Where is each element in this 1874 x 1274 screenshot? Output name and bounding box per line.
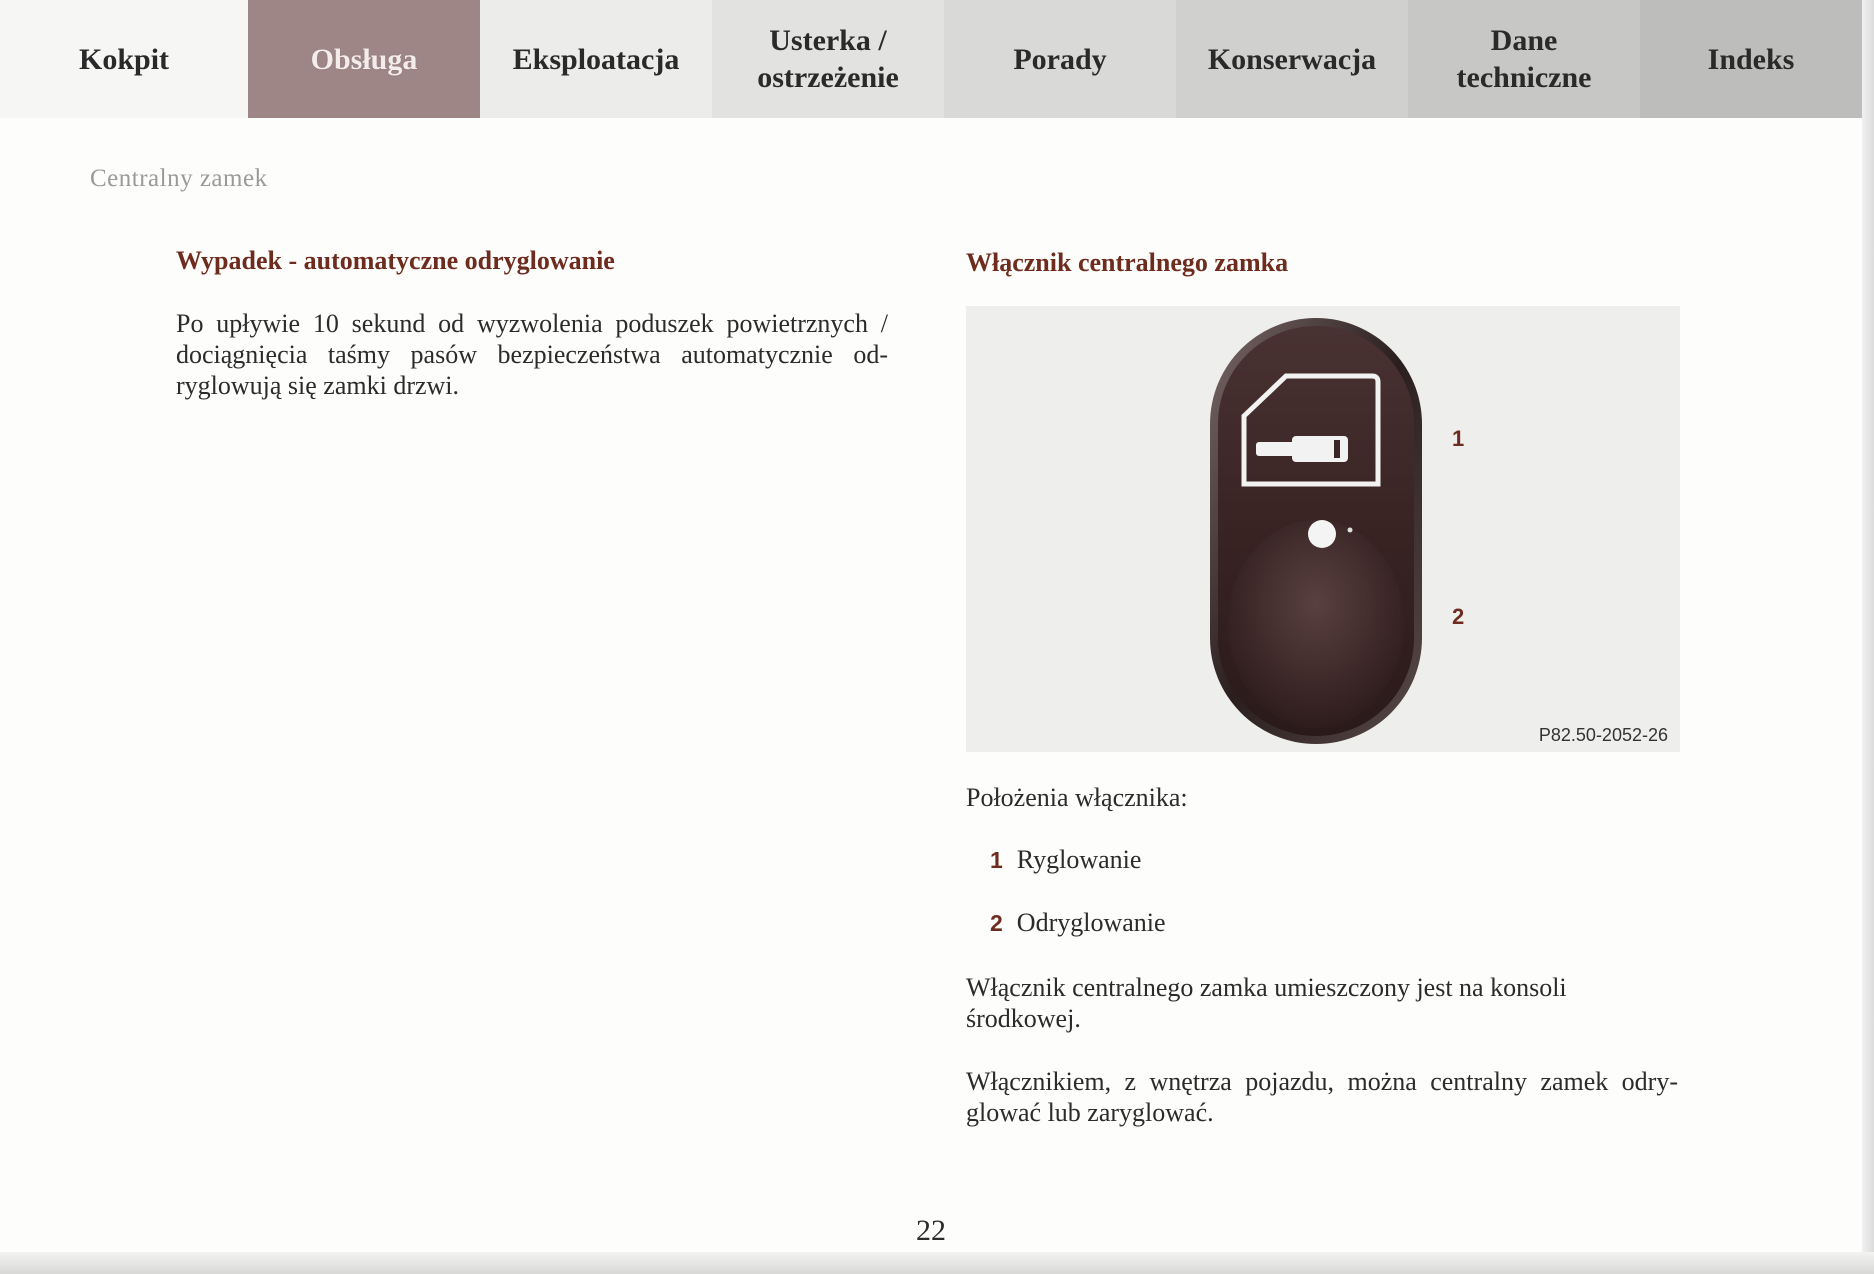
tab-label: Indeks	[1707, 42, 1795, 76]
section-title: Centralny zamek	[90, 165, 268, 192]
paragraph-usage: Włącznikiem, z wnętrza pojazdu, można centralny zamek odry-glować lub zaryglować.	[966, 1067, 1678, 1127]
tab-label: Obsługa	[310, 42, 418, 76]
list-item	[990, 908, 1166, 938]
tab-dane-techniczne[interactable]	[1408, 0, 1640, 118]
switch-illustration	[966, 306, 1680, 752]
list-label: Ryglowanie	[1016, 845, 1142, 874]
list-item	[990, 845, 1141, 875]
list-label: Odryglowanie	[1016, 908, 1166, 937]
page-bottom-edge	[0, 1252, 1874, 1274]
positions-label: Położenia włącznika:	[966, 783, 1188, 812]
page-edge	[1862, 0, 1874, 1274]
tab-label: Usterka / ostrzeżenie	[757, 24, 899, 94]
figure-code: P82.50-2052-26	[1538, 725, 1668, 745]
paragraph-location: Włącznik centralnego zamka umieszczony jest na konsoli środkowej.	[966, 973, 1567, 1033]
tab-label: Eksploatacja	[512, 42, 680, 76]
list-number: 2	[990, 910, 1003, 936]
tab-kokpit[interactable]	[0, 0, 248, 118]
tab-label: Kokpit	[78, 42, 170, 76]
callout-1: 1	[1452, 426, 1465, 451]
tab-usterka-ostrzezenie[interactable]	[712, 0, 944, 118]
left-heading: Wypadek - automatyczne odryglowanie	[176, 246, 615, 275]
tab-indeks[interactable]	[1640, 0, 1862, 118]
right-heading: Włącznik centralnego zamka	[966, 248, 1289, 277]
tab-obsluga[interactable]	[248, 0, 480, 118]
tab-label: Dane techniczne	[1456, 24, 1592, 94]
chapter-tab-bar	[0, 0, 1862, 118]
list-number: 1	[990, 847, 1003, 873]
tab-konserwacja[interactable]	[1176, 0, 1408, 118]
callout-2: 2	[1452, 604, 1465, 629]
tab-eksploatacja[interactable]	[480, 0, 712, 118]
tab-porady[interactable]	[944, 0, 1176, 118]
page-number: 22	[916, 1214, 946, 1247]
lock-switch-icon	[966, 306, 1680, 752]
left-body: Po upływie 10 sekund od wyzwolenia poduszek powietrznych / dociągnięcia taśmy pasów bezpieczeństwa automatycznie od-ryglowują się zamki drzwi.	[176, 309, 888, 400]
tab-label: Konserwacja	[1207, 42, 1377, 76]
tab-label: Porady	[1013, 42, 1107, 76]
